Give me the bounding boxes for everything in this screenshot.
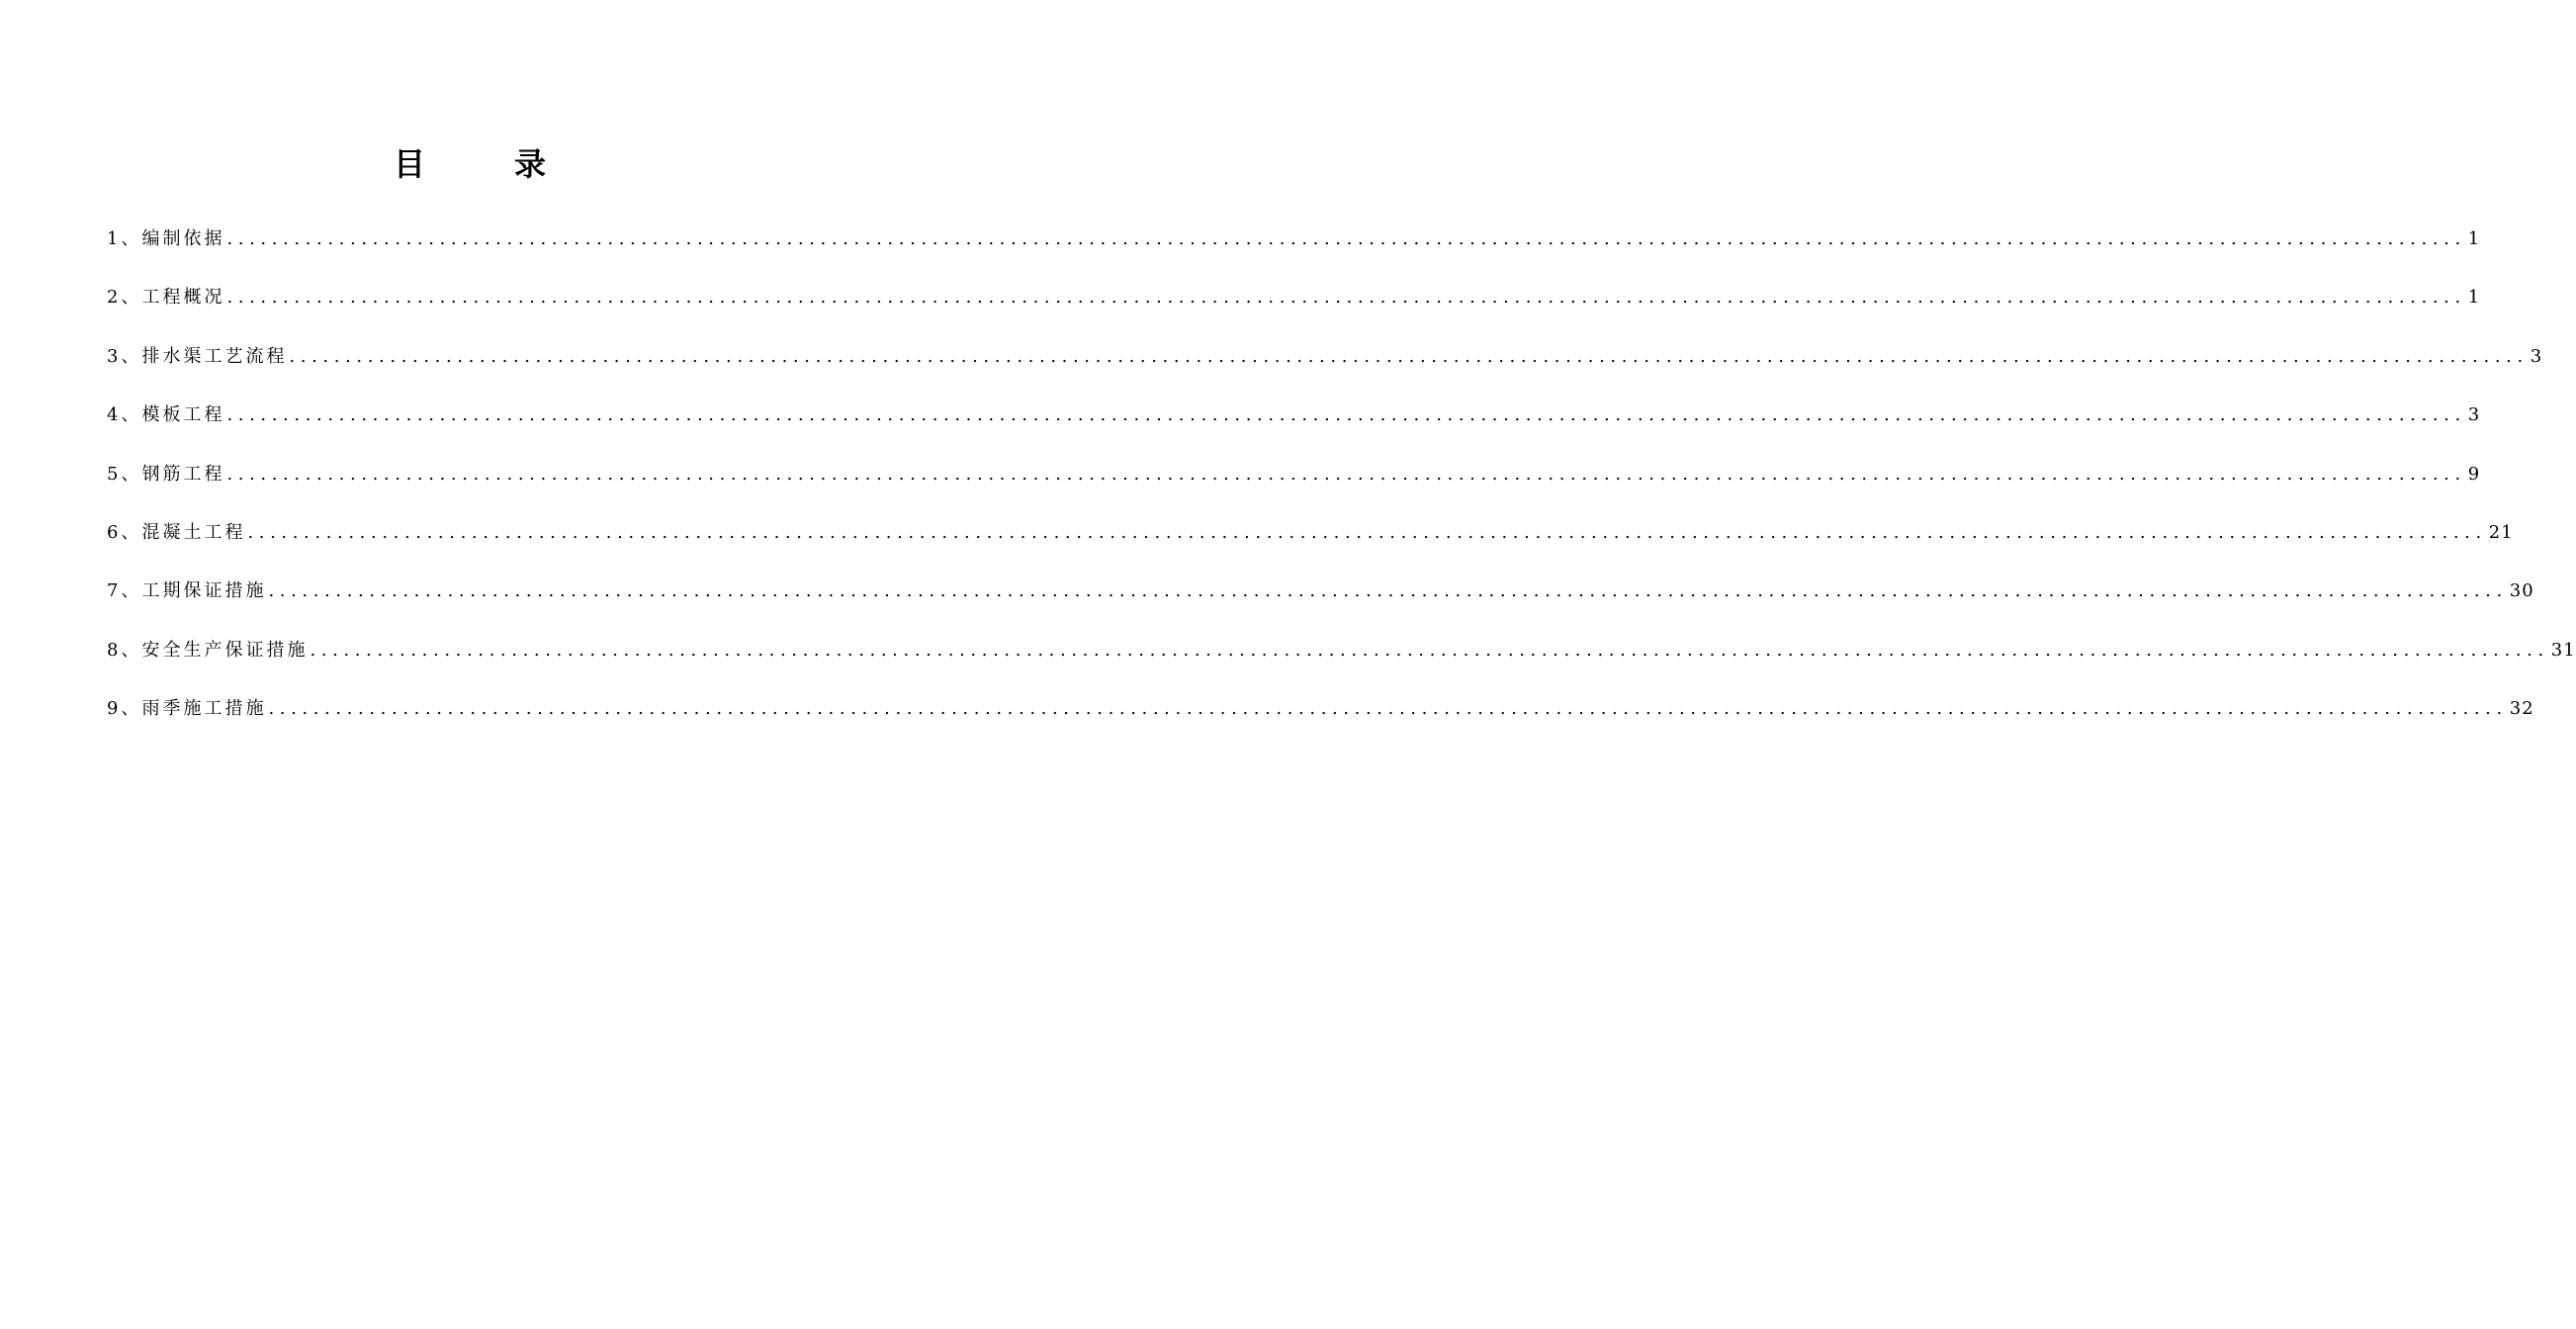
- toc-dot-leader: ........................................................................................................................................................................................................: [226, 463, 2466, 485]
- toc-entry[interactable]: [107, 459, 2481, 517]
- toc-dot-leader: ........................................................................................................................................................................................................: [289, 345, 2529, 367]
- toc-entry[interactable]: [107, 693, 2534, 752]
- toc-entry-label: 7、工期保证措施: [107, 580, 267, 602]
- title-char-2: 录: [514, 145, 547, 183]
- toc-entry-label: 5、钢筋工程: [107, 463, 225, 485]
- toc-entry-label: 1、编制依据: [107, 228, 225, 249]
- toc-entry-label: 4、模板工程: [107, 404, 225, 426]
- toc-entry[interactable]: [107, 517, 2514, 576]
- toc-entry-label: 3、排水渠工艺流程: [107, 345, 288, 367]
- page-title: [0, 140, 939, 188]
- toc-entry[interactable]: [107, 223, 2481, 282]
- toc-page-number: 3: [2467, 404, 2481, 426]
- toc-dot-leader: ........................................................................................................................................................................................................: [310, 639, 2549, 661]
- toc-dot-leader: ........................................................................................................................................................................................................: [268, 698, 2508, 720]
- toc-page-number: 3: [2530, 345, 2543, 367]
- toc-page-number: 30: [2509, 580, 2534, 602]
- toc-page-number: 9: [2467, 463, 2481, 485]
- toc-entry-label: 2、工程概况: [107, 287, 225, 309]
- toc-entry-label: 8、安全生产保证措施: [107, 639, 309, 661]
- toc-entry[interactable]: [107, 576, 2534, 634]
- toc-page-number: 21: [2488, 521, 2514, 543]
- toc-dot-leader: ........................................................................................................................................................................................................: [247, 521, 2487, 543]
- toc-page-number: 32: [2509, 698, 2534, 720]
- toc-dot-leader: ........................................................................................................................................................................................................: [226, 228, 2466, 249]
- toc-page-number: 1: [2467, 228, 2481, 249]
- toc-page-number: 31: [2550, 639, 2576, 661]
- table-of-contents: [107, 223, 2576, 753]
- toc-entry[interactable]: [107, 341, 2543, 399]
- toc-entry-label: 6、混凝土工程: [107, 521, 246, 543]
- toc-entry-label: 9、雨季施工措施: [107, 698, 267, 720]
- toc-dot-leader: ........................................................................................................................................................................................................: [226, 287, 2466, 309]
- toc-entry[interactable]: [107, 282, 2481, 340]
- toc-dot-leader: ........................................................................................................................................................................................................: [268, 580, 2508, 602]
- title-char-1: 目: [393, 145, 425, 183]
- toc-entry[interactable]: [107, 635, 2576, 693]
- toc-page-number: 1: [2467, 287, 2481, 309]
- toc-dot-leader: ........................................................................................................................................................................................................: [226, 404, 2466, 426]
- toc-entry[interactable]: [107, 399, 2481, 458]
